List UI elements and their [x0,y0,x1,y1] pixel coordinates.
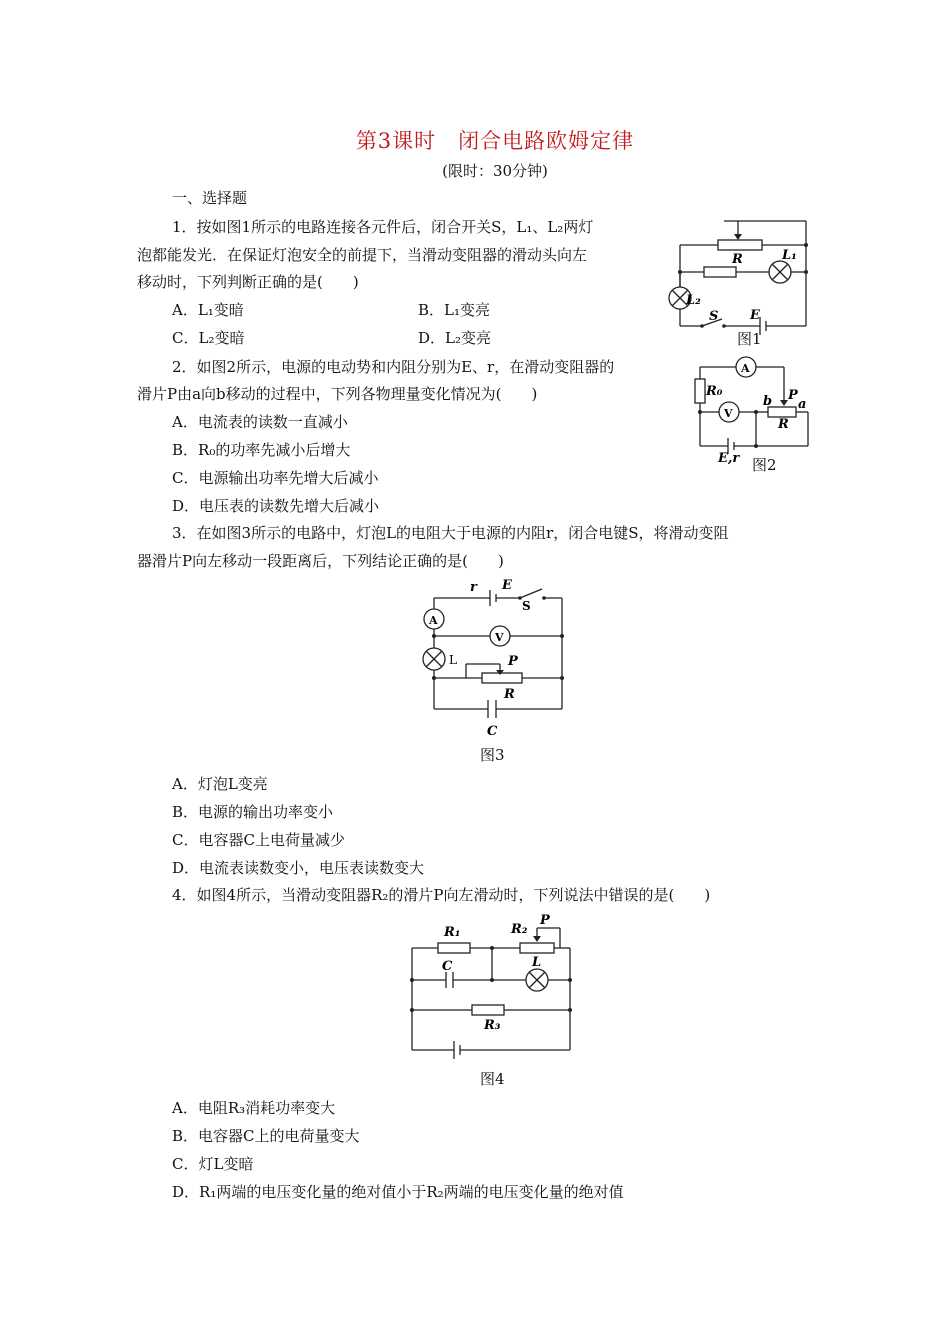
q3-line-1: 3．在如图3所示的电路中，灯泡L的电阻大于电源的内阻r，闭合电键S，将滑动变阻 [172,524,729,542]
fig2-label-a-meter: A [741,362,750,375]
section-heading: 一、选择题 [172,189,248,207]
q1-option-d: D．L₂变亮 [418,329,492,347]
q4-option-c: C．灯L变暗 [172,1155,254,1173]
fig3-label-e: E [502,578,512,593]
q4-option-b: B．电容器C上的电荷量变大 [172,1127,360,1145]
q1-line-1: 1．按如图1所示的电路连接各元件后，闭合开关S，L₁、L₂两灯 [172,218,594,236]
q3-option-a: A．灯泡L变亮 [172,775,268,793]
q4-option-a: A．电阻R₃消耗功率变大 [172,1099,336,1117]
q2-line-1: 2．如图2所示，电源的电动势和内阻分别为E、r，在滑动变阻器的 [172,358,615,376]
q1-option-b: B．L₁变亮 [418,301,490,319]
q4-option-d: D．R₁两端的电压变化量的绝对值小于R₂两端的电压变化量的绝对值 [172,1183,624,1201]
figure-2-caption: 图2 [752,456,777,474]
time-limit: (限时：30分钟) [442,162,548,180]
fig1-label-s: S [709,309,719,324]
q2-option-a: A．电流表的读数一直减小 [172,413,348,431]
figure-2-circuit [690,354,820,466]
fig3-label-p: P [508,654,518,669]
fig4-label-r2: R₂ [511,922,528,937]
fig3-label-r-internal: r [470,580,477,595]
fig4-label-r3: R₃ [484,1018,501,1033]
fig4-label-c: C [442,959,453,974]
q1-option-a: A．L₁变暗 [172,301,244,319]
q3-option-c: C．电容器C上电荷量减少 [172,831,345,849]
q2-option-d: D．电压表的读数先增大后减小 [172,497,380,515]
fig2-label-b: b [763,394,773,409]
q2-option-c: C．电源输出功率先增大后减小 [172,469,379,487]
q4-line-1: 4．如图4所示，当滑动变阻器R₂的滑片P向左滑动时，下列说法中错误的是( ) [172,886,711,904]
fig3-label-c: C [487,724,498,739]
q1-option-c: C．L₂变暗 [172,329,245,347]
fig1-label-r: R [732,252,743,267]
fig2-label-a: a [798,397,807,412]
fig2-label-r: R [778,417,789,432]
figure-4-caption: 图4 [480,1070,505,1088]
figure-1-caption: 图1 [737,330,762,348]
fig4-label-l: L [532,955,542,970]
q2-option-b: B．R₀的功率先减小后增大 [172,441,351,459]
fig3-label-v-meter: V [495,631,504,644]
fig4-label-r1: R₁ [444,925,461,940]
figure-3-circuit [418,574,578,740]
fig1-label-l1: L₁ [782,248,797,263]
fig1-label-l2: L₂ [686,293,701,308]
fig3-label-l: L [449,653,457,667]
fig3-label-s: S [522,599,531,613]
q2-line-2: 滑片P由a向b移动的过程中，下列各物理量变化情况为( ) [137,385,538,403]
figure-4-circuit [408,910,578,1060]
fig1-label-e: E [750,308,760,323]
fig2-label-r0: R₀ [706,384,723,399]
q3-option-b: B．电源的输出功率变小 [172,803,334,821]
q3-line-2: 器滑片P向左移动一段距离后，下列结论正确的是( ) [137,552,504,570]
fig3-label-a-meter: A [429,614,438,627]
q1-line-2: 泡都能发光．在保证灯泡安全的前提下，当滑动变阻器的滑动头向左 [137,246,588,264]
fig2-label-v-meter: V [724,407,733,420]
fig4-label-p: P [540,913,550,928]
fig2-label-p: P [788,388,798,403]
q3-option-d: D．电流表读数变小，电压表读数变大 [172,859,425,877]
fig2-label-er: E,r [718,451,740,466]
q1-line-3: 移动时，下列判断正确的是( ) [137,273,359,291]
fig3-label-r: R [504,687,515,702]
page-title: 第3课时 闭合电路欧姆定律 [355,129,635,153]
figure-3-caption: 图3 [480,746,505,764]
